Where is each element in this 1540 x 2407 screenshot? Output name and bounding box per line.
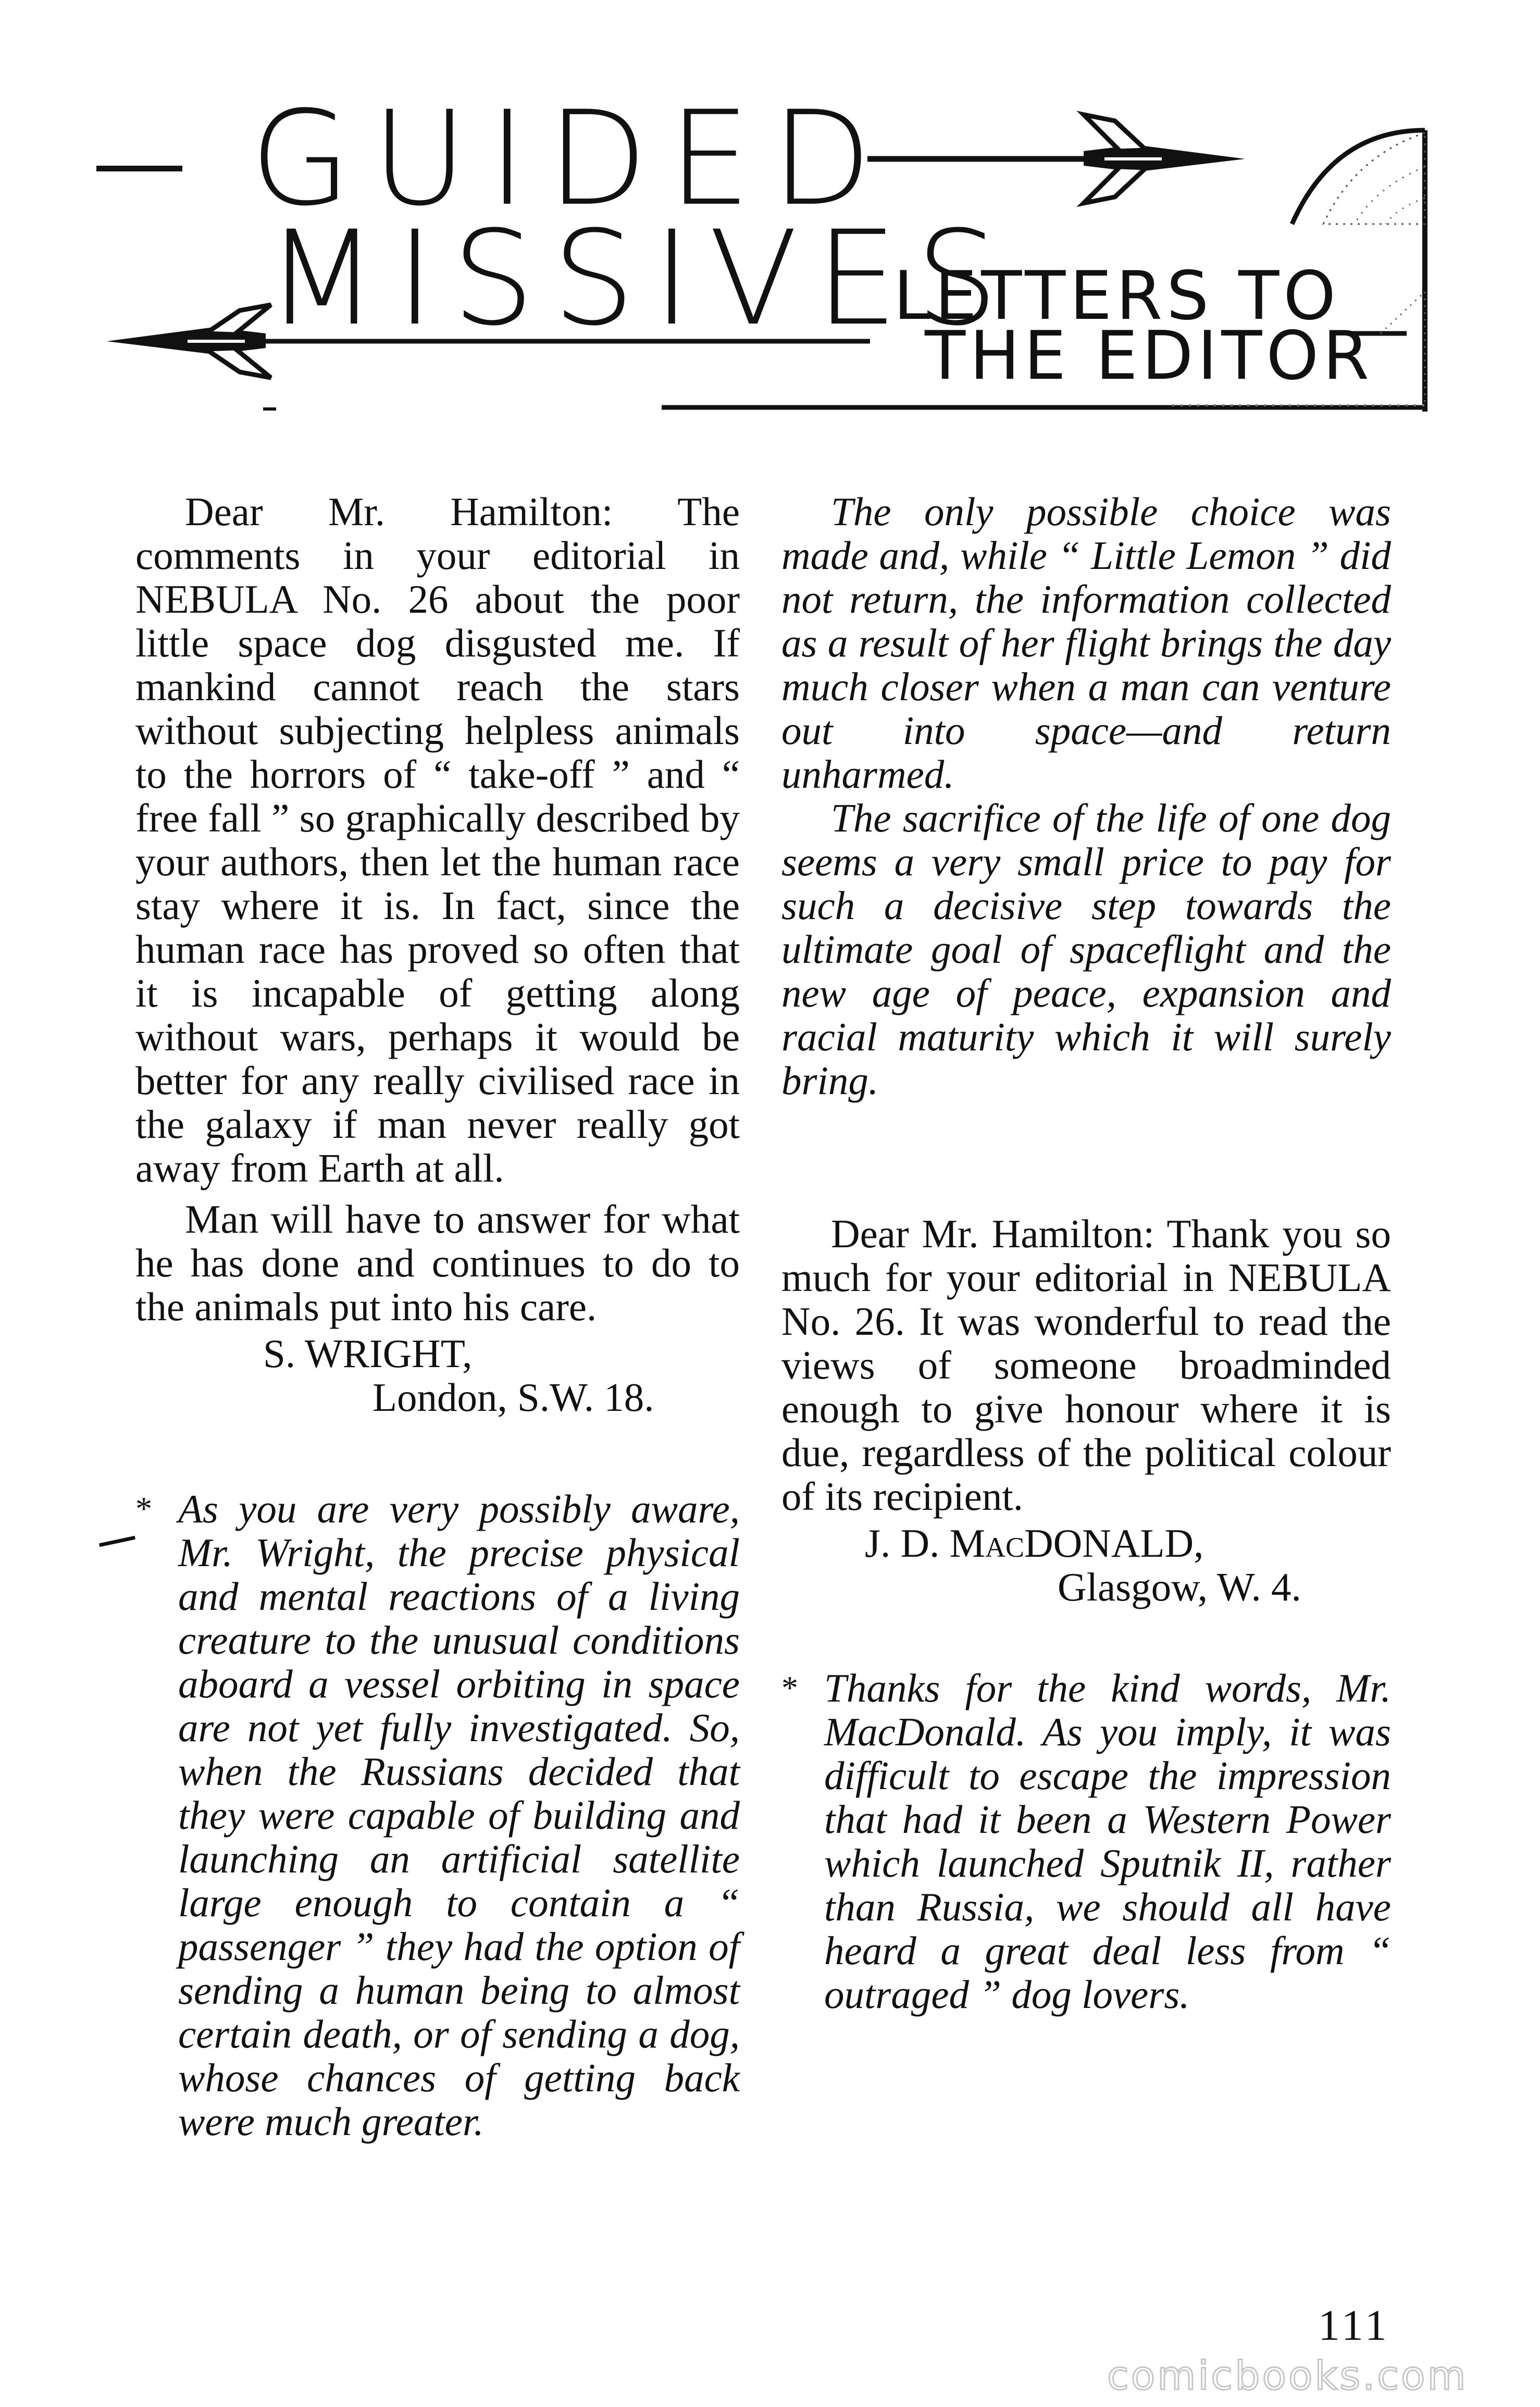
letter2-signature: J. D. MacDONALD,: [865, 1521, 1204, 1566]
reply1-text-2: The only possible choice was made and, while “ Little Lemon ” did not return, the information collected as a result of her flight brings the day much closer when a man can venture out into space—and return unharmed.: [781, 489, 1391, 797]
letter1-signature: S. WRIGHT,: [263, 1331, 473, 1376]
subtitle-the-editor: THE EDITOR: [925, 317, 1374, 395]
letter2-body: Dear Mr. Hamilton: Thank you so much for your editorial in NEBULA No. 26. It was wonderful to read the views of someone broadminded enough to give honour where it is due, regardless of the political colour of its recipient.: [781, 1211, 1391, 1519]
reply1-text-3: The sacrifice of the life of one dog seems a very small price to pay for such a decisive step towards the ultimate goal of spaceflight and the new age of peace, expansion and racial maturity which it will surely bring.: [781, 796, 1391, 1103]
letter1-body-1: Dear Mr. Hamilton: The comments in your editorial in NEBULA No. 26 about the poor little space dog disgusted me. If mankind cannot reach the stars without subjecting helpless animals to the horrors of “ take-off ” and “ free fall ” so graphically described by your authors, then let the human race stay where it is. In fact, since the human race has proved so often that it is incapable of getting along without wars, perhaps it would be better for any really civilised race in the galaxy if man never really got away from Earth at all.: [135, 489, 740, 1190]
missile-left-icon: [107, 305, 870, 409]
reply2-text: Thanks for the kind words, Mr. MacDonald. As you imply, it was difficult to escape the impression that had it been a Western Power which launched Sputnik II, rather than Russia, we should all have heard a great deal less from “ outraged ” dog lovers.: [824, 1666, 1391, 2017]
letter1-location: London, S.W. 18.: [372, 1375, 654, 1420]
right-column: [781, 490, 1391, 2016]
reply2-block: [781, 1666, 1391, 2016]
page-number: 111: [1318, 2301, 1390, 2350]
letter2-location: Glasgow, W. 4.: [1058, 1565, 1301, 1609]
title-guided: GUIDED: [250, 83, 893, 234]
watermark: comicbooks.com: [1107, 2352, 1468, 2399]
missile-right-icon: [867, 115, 1245, 203]
letter1-body-2: Man will have to answer for what he has done and continues to do to the animals put into his care.: [135, 1197, 740, 1329]
left-column: [135, 490, 740, 2143]
reply1-block: [135, 1487, 740, 2143]
dotted-quarter-circle-icon: [662, 130, 1427, 409]
reply1-text-1: As you are very possibly aware, Mr. Wright, the precise physical and mental reactions of a living creature to the unusual conditions aboard a vessel orbiting in space are not yet fully investigated. So, when the Russians decided that they were capable of building and launching an artificial satellite large enough to contain a “ passenger ” they had the option of sending a human being to almost certain death, or of sending a dog, whose chances of getting back were much greater.: [178, 1486, 740, 2144]
subtitle-letters-to: LETTERS TO: [893, 257, 1340, 335]
reply1-star: *: [135, 1490, 152, 1527]
reply2-star: *: [781, 1669, 798, 1706]
header-graphics: [0, 0, 1540, 448]
page-header: [0, 0, 1540, 448]
margin-mark: [99, 1536, 135, 1547]
title-missives: MISSIVES: [266, 203, 1016, 354]
